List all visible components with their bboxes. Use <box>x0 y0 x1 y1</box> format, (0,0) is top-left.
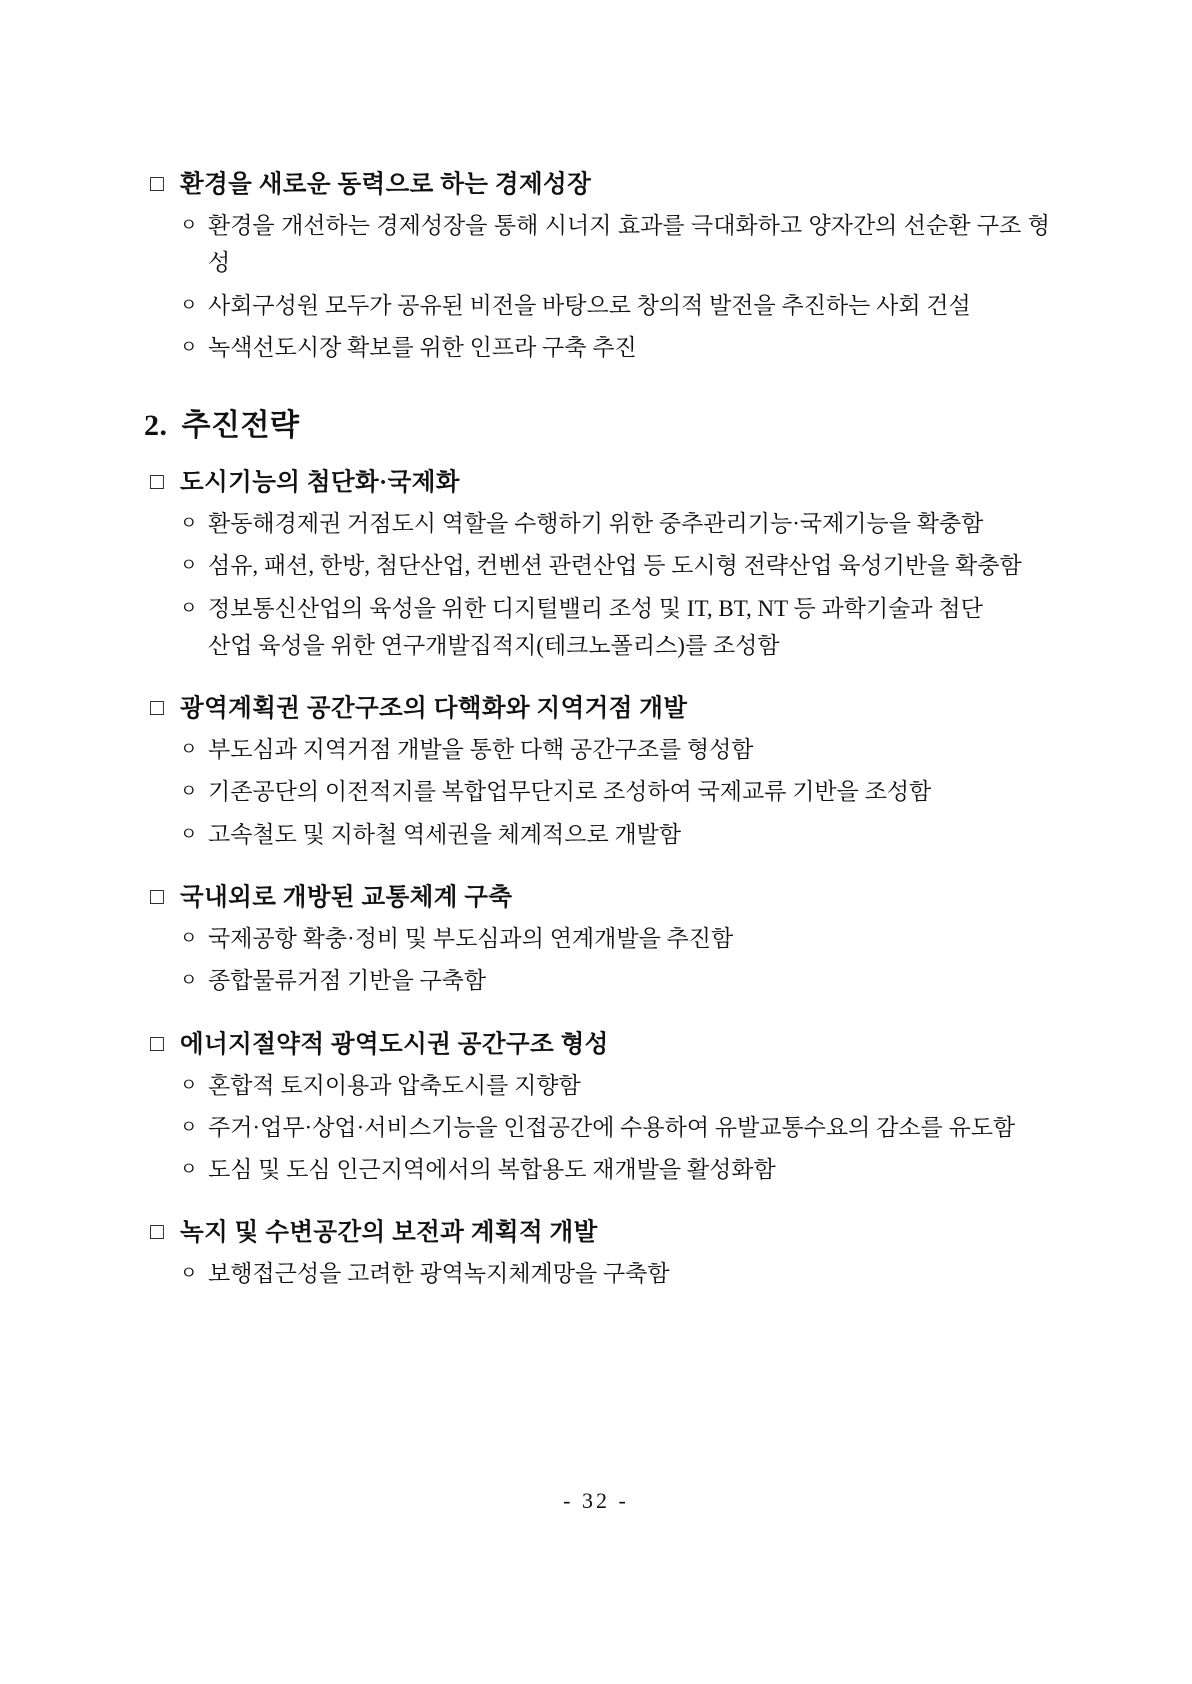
circle-bullet-icon: ㅇ <box>180 555 198 576</box>
list-item-text: 주거·업무·상업·서비스기능을 인접공간에 수용하여 유발교통수요의 감소를 유도함 <box>208 1114 1016 1140</box>
section-title: 추진전략 <box>181 409 300 443</box>
list-item <box>150 731 1050 768</box>
list-item-line-2: 산업 육성을 위한 연구개발집적지(테크노폴리스)를 조성함 <box>208 632 780 658</box>
square-bullet-icon: □ <box>150 695 165 721</box>
section-block-5 <box>150 1216 1050 1292</box>
page-number: - 32 - <box>563 1488 629 1513</box>
section-number: 2. <box>144 409 168 443</box>
square-bullet-icon: □ <box>150 1030 165 1056</box>
circle-bullet-icon: ㅇ <box>180 1263 198 1284</box>
list-item <box>150 329 1050 366</box>
list-item <box>150 962 1050 999</box>
list-item <box>150 1151 1050 1188</box>
list-item-text: 고속철도 및 지하철 역세권을 체계적으로 개발함 <box>208 821 682 847</box>
square-bullet-icon: □ <box>150 469 165 495</box>
page-content <box>144 168 1050 1313</box>
circle-bullet-icon: ㅇ <box>180 970 198 991</box>
list-item-text: 도심 및 도심 인근지역에서의 복합용도 재개발을 활성화함 <box>208 1157 776 1183</box>
list-item <box>150 1255 1050 1292</box>
block-heading-text: 도시기능의 첨단화·국제화 <box>180 469 460 497</box>
block-heading-text: 환경을 새로운 동력으로 하는 경제성장 <box>180 171 592 198</box>
list-item <box>150 816 1050 853</box>
section-block-2 <box>150 692 1050 853</box>
list-item <box>150 1109 1050 1146</box>
section-heading <box>144 400 1050 444</box>
list-item <box>150 207 1050 282</box>
circle-bullet-icon: ㅇ <box>180 294 198 315</box>
section-block-1 <box>150 466 1050 664</box>
list-item <box>150 505 1050 542</box>
list-item-text-wrapped <box>208 590 1050 665</box>
list-item-text: 보행접근성을 고려한 광역녹지체계망을 구축함 <box>208 1261 670 1287</box>
list-item-text: 섬유, 패션, 한방, 첨단산업, 컨벤션 관련산업 등 도시형 전략산업 육성기반을 확충함 <box>208 553 1022 579</box>
list-item <box>150 287 1050 324</box>
list-item <box>150 1067 1050 1104</box>
square-bullet-icon: □ <box>150 883 165 909</box>
block-heading-text: 에너지절약적 광역도시권 공간구조 형성 <box>180 1030 609 1058</box>
circle-bullet-icon: ㅇ <box>180 928 198 948</box>
section-block-0 <box>150 168 1050 366</box>
block-heading-text: 녹지 및 수변공간의 보전과 계획적 개발 <box>180 1219 598 1247</box>
list-item-text: 기존공단의 이전적지를 복합업무단지로 조성하여 국제교류 기반을 조성함 <box>208 779 932 805</box>
list-item-text: 환동해경제권 거점도시 역할을 수행하기 위한 중추관리기능·국제기능을 확충함 <box>208 511 984 537</box>
square-bullet-icon: □ <box>150 171 165 196</box>
circle-bullet-icon: ㅇ <box>180 1116 198 1137</box>
circle-bullet-icon: ㅇ <box>180 823 198 844</box>
list-item-text: 환경을 개선하는 경제성장을 통해 시너지 효과를 극대화하고 양자간의 선순환 구조 형성 <box>208 213 1050 276</box>
block-heading-text: 국내외로 개방된 교통체계 구축 <box>180 883 513 911</box>
section-block-4 <box>150 1028 1050 1189</box>
circle-bullet-icon: ㅇ <box>180 336 198 357</box>
list-item-text: 종합물류거점 기반을 구축함 <box>208 968 487 994</box>
circle-bullet-icon: ㅇ <box>180 1074 198 1095</box>
list-item <box>150 590 1050 665</box>
block-heading <box>150 1028 1050 1061</box>
circle-bullet-icon: ㅇ <box>180 1159 198 1180</box>
block-heading <box>150 881 1050 914</box>
list-item <box>150 920 1050 957</box>
block-heading <box>150 692 1050 725</box>
list-item <box>150 773 1050 810</box>
list-item-text: 사회구성원 모두가 공유된 비전을 바탕으로 창의적 발전을 추진하는 사회 건설 <box>208 292 971 318</box>
circle-bullet-icon: ㅇ <box>180 215 198 236</box>
block-heading-text: 광역계획권 공간구조의 다핵화와 지역거점 개발 <box>180 695 688 723</box>
list-item-line-1: 정보통신산업의 육성을 위한 디지털밸리 조성 및 IT, BT, NT 등 과학기술과 첨단 <box>208 595 983 621</box>
block-heading <box>150 1216 1050 1249</box>
block-heading <box>150 168 1050 201</box>
section-block-3 <box>150 881 1050 1000</box>
list-item-text: 녹색선도시장 확보를 위한 인프라 구축 추진 <box>208 334 637 360</box>
list-item-text: 국제공항 확충·정비 및 부도심과의 연계개발을 추진함 <box>208 926 734 951</box>
circle-bullet-icon: ㅇ <box>180 513 198 534</box>
square-bullet-icon: □ <box>150 1219 165 1245</box>
list-item <box>150 547 1050 584</box>
list-item-text: 부도심과 지역거점 개발을 통한 다핵 공간구조를 형성함 <box>208 737 754 763</box>
list-item-text: 혼합적 토지이용과 압축도시를 지향함 <box>208 1072 581 1098</box>
circle-bullet-icon: ㅇ <box>180 739 198 760</box>
circle-bullet-icon: ㅇ <box>180 781 198 802</box>
block-heading <box>150 466 1050 499</box>
circle-bullet-icon: ㅇ <box>180 597 198 618</box>
